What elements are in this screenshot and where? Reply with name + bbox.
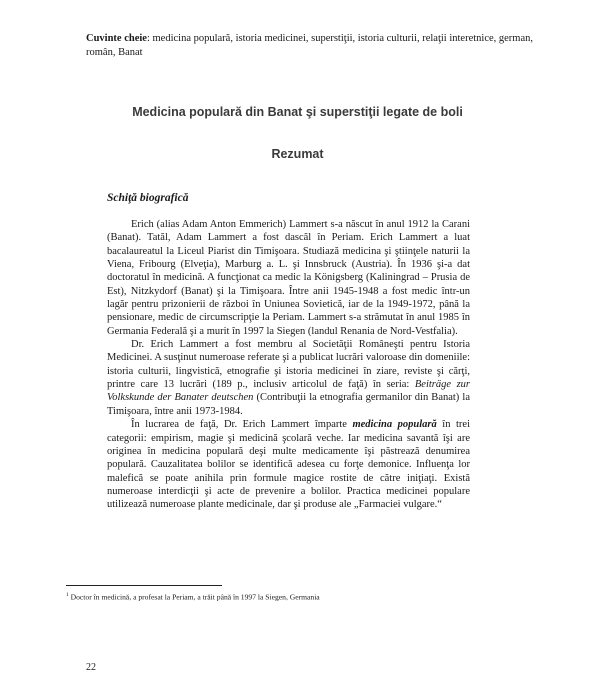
paragraph-biography: Erich (alias Adam Anton Emmerich) Lammert s-a născut în anul 1912 la Carani (Banat). Tatăl, Adam Lammert a fost dascăl în Periam. Erich Lammert a luat bacalaureatul la Liceul Piarist din Timişoara. Studiază medicina şi ştiinţele naturii la Viena, Fribourg (Elveţia), Marburg a. L. şi Innsbruck (Austria). În 1936 şi-a dat doctoratul în medicină. A funcţionat ca medic la Königsberg (Kaliningrad – Prusia de Est), Nitzkydorf (Banat) şi la Timişoara. Între anii 1945-1948 a fost medic într-un lagăr pentru prizonierii de război în Uniunea Sovietică, iar de la 1949-1972, până la pensionare, medic de circumscripţie la Periam. Lammert s-a strămutat în anul 1985 în Germania Federală şi a murit în 1997 la Siegen (landul Renania de Nord-Vestfalia). [107,219,470,337]
article-subtitle: Rezumat [271,147,324,161]
keywords-line [86,32,556,59]
footnote [66,591,320,602]
emphasis-term: medicina populară [352,419,437,431]
page-number: 22 [86,662,96,673]
keywords-text: : medicina populară, istoria medicinei, superstiţii, istoria culturii, relaţii interetnice, german, român, Banat [86,33,533,58]
paragraph-membership [107,338,470,418]
article-body [107,218,470,512]
series-title: Beiträge zur Volkskunde der Banater deutschen [107,379,470,404]
paragraph-summary-text: În lucrarea de faţă, Dr. Erich Lammert împarte [131,419,353,431]
paragraph-membership-text: Dr. Erich Lammert a fost membru al Societăţii Româneşti pentru Istoria Medicinei. A susţinut numeroase referate şi a publicat lucrări valoroase din domeniile: istoria culturii, lingvistică, etnografie şi istoria medicinei în ziare, reviste şi cărţi, printre care 13 lucrări (189 p., inclusiv articolul de faţă) în seria: [107,339,470,391]
paragraph-summary-end: în trei categorii: empirism, magie şi medicină şcolară veche. Iar medicina savantă îşi are originea în medicina populară deşi multe medicamente îşi păstrează denumirea populară. Cauzalitatea bolilor se identifică adesea cu forţe demonice. Influenţa lor malefică se poate anihila prin formule magice rostite de către iniţiaţi. Există numeroase interdicţii şi acte de prevenire a bolilor. Practica medicinei populare utilizează numeroase plante medicinale, dar şi produse ale „Farmaciei vulgare.“ [107,419,470,511]
keywords-label: Cuvinte cheie [86,33,147,44]
footnote-text: Doctor în medicină, a profesat la Periam, a trăit până în 1997 la Siegen, Germania [68,592,320,602]
paragraph-summary [107,418,470,511]
section-heading: Schiţă biografică [107,192,189,204]
article-title: Medicina populară din Banat şi superstiţii legate de boli [132,105,463,119]
footnote-separator [66,585,222,586]
footnote-marker: 1 [66,592,69,598]
paragraph-membership-end: (Contribuţii la etnografia germanilor din Banat) la Timişoara, între anii 1973-1984. [107,392,470,417]
